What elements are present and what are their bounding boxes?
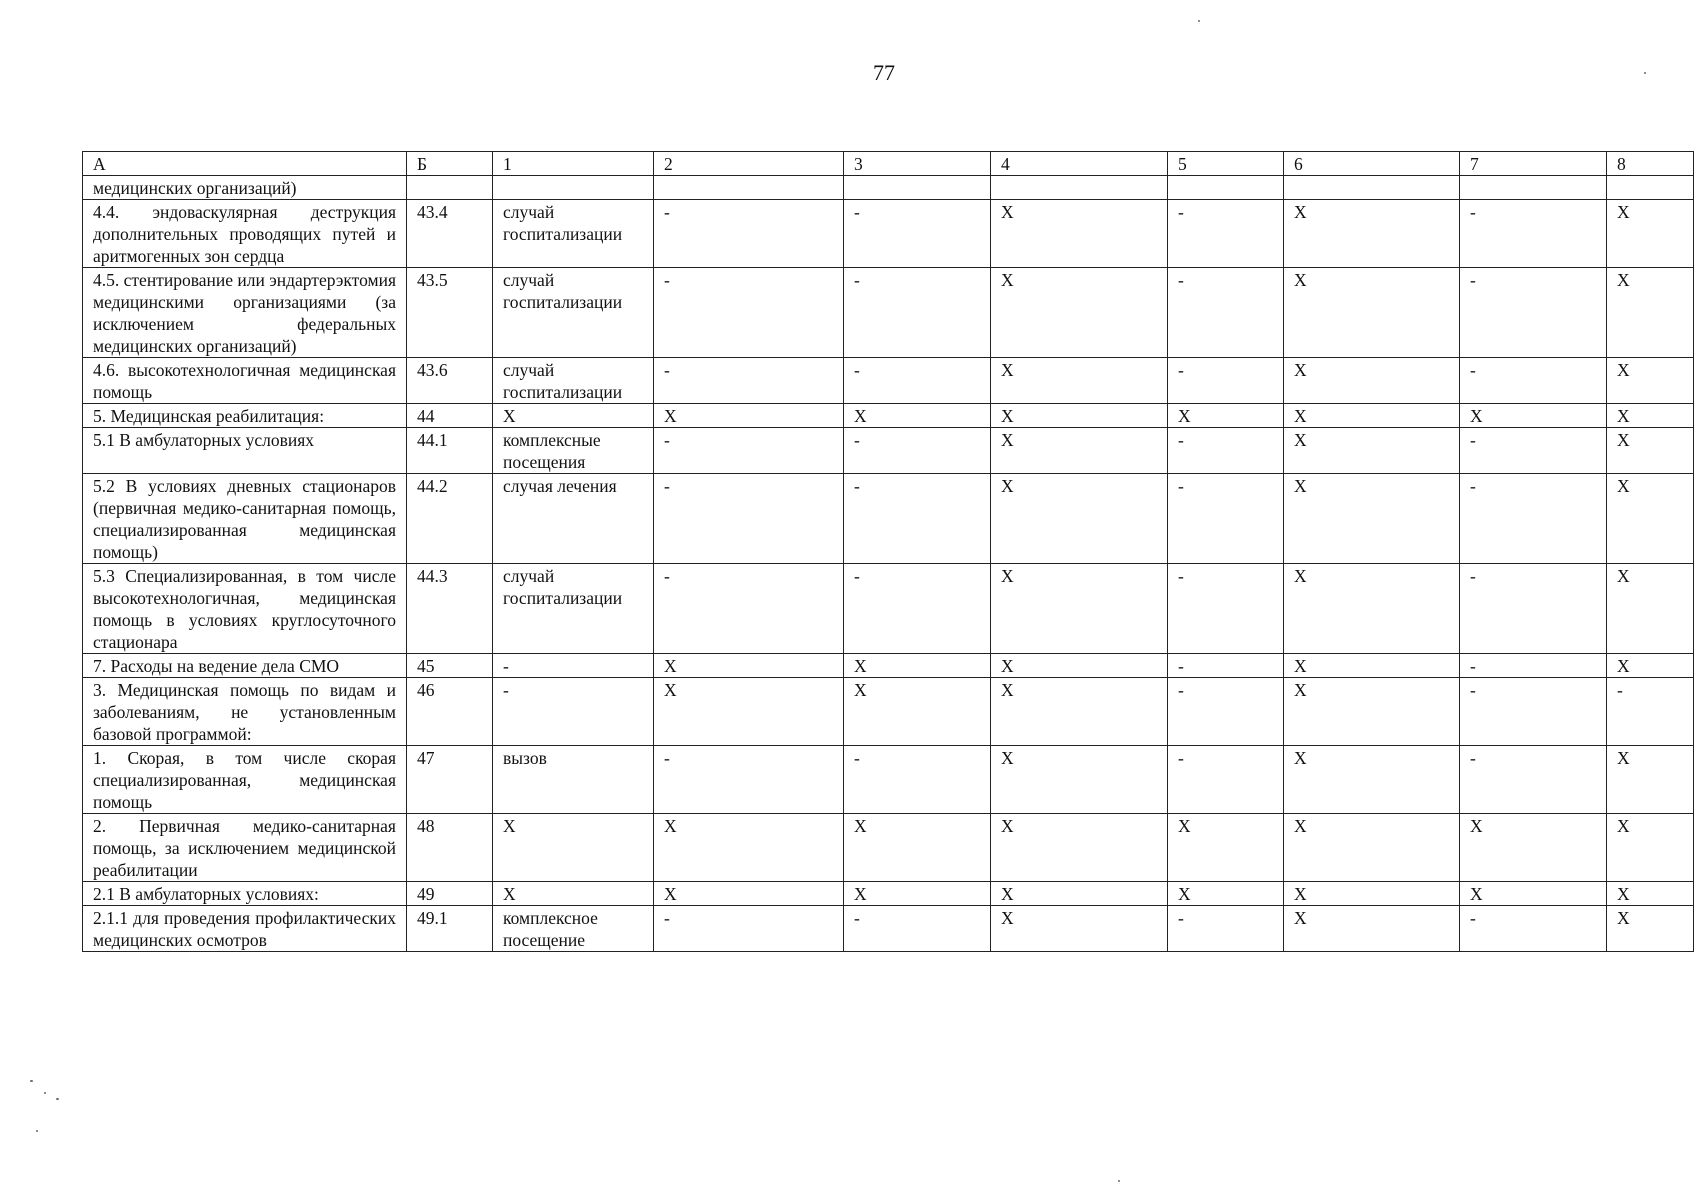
table-row — [83, 654, 1694, 678]
table-cell: 45 — [407, 654, 493, 678]
table-cell: X — [991, 564, 1168, 654]
table-cell: - — [1168, 654, 1284, 678]
table-cell: 43.5 — [407, 268, 493, 358]
row-label-cell: 5.2 В условиях дневных стационаров (первичная медико-санитарная помощь, специализированная медицинская помощь) — [83, 474, 407, 564]
header-cell-8: 8 — [1607, 152, 1694, 176]
table-cell: X — [1460, 404, 1607, 428]
table-cell: X — [991, 404, 1168, 428]
table-cell: - — [1460, 358, 1607, 404]
table-cell: X — [1284, 428, 1460, 474]
table-cell: 43.6 — [407, 358, 493, 404]
table-cell: вызов — [493, 746, 654, 814]
table-cell: X — [1607, 746, 1694, 814]
table-body — [83, 152, 1694, 952]
table-cell: - — [844, 200, 991, 268]
table-cell: X — [1168, 814, 1284, 882]
table-cell: - — [1460, 200, 1607, 268]
table-cell: X — [991, 882, 1168, 906]
table-cell: X — [991, 906, 1168, 952]
table-cell: - — [1168, 678, 1284, 746]
table-cell: X — [991, 474, 1168, 564]
scan-speck — [30, 1080, 33, 1082]
scan-speck — [1644, 72, 1646, 74]
header-cell-3: 3 — [844, 152, 991, 176]
row-label-cell: 5.3 Специализированная, в том числе высокотехнологичная, медицинская помощь в условиях круглосуточного стационара — [83, 564, 407, 654]
table-row — [83, 474, 1694, 564]
table-cell: 49 — [407, 882, 493, 906]
table-cell: - — [654, 564, 844, 654]
table-cell: X — [1284, 882, 1460, 906]
table-cell: X — [1607, 564, 1694, 654]
table-cell: - — [1168, 200, 1284, 268]
table-cell: 44.1 — [407, 428, 493, 474]
table-cell: X — [654, 654, 844, 678]
table-cell: - — [1460, 746, 1607, 814]
table-row — [83, 746, 1694, 814]
table-cell: 49.1 — [407, 906, 493, 952]
table-cell: X — [1284, 200, 1460, 268]
table-cell: X — [844, 678, 991, 746]
table-cell: 43.4 — [407, 200, 493, 268]
table-cell: - — [1168, 358, 1284, 404]
header-cell-2: 2 — [654, 152, 844, 176]
table-cell: - — [493, 654, 654, 678]
table-cell: X — [991, 654, 1168, 678]
table-cell: - — [654, 200, 844, 268]
table-cell: случай госпитализации — [493, 358, 654, 404]
table-row — [83, 358, 1694, 404]
row-label-cell: 3. Медицинская помощь по видам и заболеваниям, не установленным базовой программой: — [83, 678, 407, 746]
header-cell-5: 5 — [1168, 152, 1284, 176]
table-row — [83, 428, 1694, 474]
table-cell: случай госпитализации — [493, 200, 654, 268]
table-cell: - — [654, 428, 844, 474]
table-cell: - — [1168, 906, 1284, 952]
table-cell: X — [654, 404, 844, 428]
header-cell-1: 1 — [493, 152, 654, 176]
table-cell: - — [844, 746, 991, 814]
table-cell: - — [1460, 678, 1607, 746]
table-cell: - — [654, 268, 844, 358]
table-cell: X — [844, 654, 991, 678]
table-cell: X — [1607, 358, 1694, 404]
table-row — [83, 678, 1694, 746]
table-cell: X — [1607, 404, 1694, 428]
header-cell-6: 6 — [1284, 152, 1460, 176]
table-cell: - — [1168, 474, 1284, 564]
row-label-cell: 2. Первичная медико-санитарная помощь, за исключением медицинской реабилитации — [83, 814, 407, 882]
table-cell: X — [1607, 268, 1694, 358]
table-cell: X — [1607, 906, 1694, 952]
table-cell: X — [1284, 268, 1460, 358]
table-cell: 48 — [407, 814, 493, 882]
table-cell: 47 — [407, 746, 493, 814]
row-label-cell: 2.1 В амбулаторных условиях: — [83, 882, 407, 906]
scan-speck — [56, 1098, 59, 1100]
table-cell: X — [493, 404, 654, 428]
table-cell: - — [1168, 268, 1284, 358]
table-cell: 44.2 — [407, 474, 493, 564]
header-cell-a: А — [83, 152, 407, 176]
table-cell: - — [493, 678, 654, 746]
row-label-cell: 2.1.1 для проведения профилактических медицинских осмотров — [83, 906, 407, 952]
header-cell-b: Б — [407, 152, 493, 176]
table-cell: X — [1284, 654, 1460, 678]
table-cell — [1607, 176, 1694, 200]
table-cell: X — [991, 678, 1168, 746]
table-cell: X — [991, 428, 1168, 474]
data-table — [82, 151, 1694, 952]
table-cell: - — [844, 474, 991, 564]
table-cell: X — [1284, 678, 1460, 746]
page-number: 77 — [873, 60, 895, 85]
table-cell: X — [1168, 404, 1284, 428]
table-cell: X — [991, 358, 1168, 404]
table-cell: - — [844, 268, 991, 358]
table-cell: X — [844, 882, 991, 906]
table-cell: - — [654, 746, 844, 814]
table-cell: X — [1168, 882, 1284, 906]
table-row — [83, 906, 1694, 952]
table-cell: - — [1460, 654, 1607, 678]
table-cell: X — [654, 814, 844, 882]
row-label-cell: 5. Медицинская реабилитация: — [83, 404, 407, 428]
table-cell: - — [654, 474, 844, 564]
table-cell: - — [844, 906, 991, 952]
row-label-cell: 4.6. высокотехнологичная медицинская помощь — [83, 358, 407, 404]
table-cell: - — [844, 428, 991, 474]
table-header-row — [83, 152, 1694, 176]
table-row — [83, 814, 1694, 882]
table-cell: X — [991, 814, 1168, 882]
table-cell: X — [493, 882, 654, 906]
table-cell: комплексное посещение — [493, 906, 654, 952]
table-cell: X — [1460, 882, 1607, 906]
table-row — [83, 882, 1694, 906]
row-label-cell: 4.5. стентирование или эндартерэктомия медицинскими организациями (за исключением федеральных медицинских организаций) — [83, 268, 407, 358]
table-cell — [844, 176, 991, 200]
table-cell: X — [1607, 814, 1694, 882]
table-cell: X — [1607, 200, 1694, 268]
table-cell: - — [1460, 906, 1607, 952]
table-cell: - — [1460, 564, 1607, 654]
table-cell: X — [1460, 814, 1607, 882]
table-cell: случай госпитализации — [493, 564, 654, 654]
table-cell: X — [1284, 358, 1460, 404]
table-cell — [991, 176, 1168, 200]
table-cell — [654, 176, 844, 200]
table-cell: X — [844, 404, 991, 428]
table-cell: - — [844, 358, 991, 404]
table-cell: X — [493, 814, 654, 882]
table-cell: - — [1460, 428, 1607, 474]
table-cell: X — [991, 268, 1168, 358]
row-label-cell: 1. Скорая, в том числе скорая специализированная, медицинская помощь — [83, 746, 407, 814]
table-cell: X — [1284, 814, 1460, 882]
table-cell: случай госпитализации — [493, 268, 654, 358]
table-cell — [1460, 176, 1607, 200]
row-label-cell: 7. Расходы на ведение дела СМО — [83, 654, 407, 678]
row-label-cell: 4.4. эндоваскулярная деструкция дополнительных проводящих путей и аритмогенных зон сердца — [83, 200, 407, 268]
table-cell: X — [1607, 654, 1694, 678]
table-cell: комплексные посещения — [493, 428, 654, 474]
table-cell: - — [844, 564, 991, 654]
table-cell: - — [1607, 678, 1694, 746]
table-cell: X — [1284, 404, 1460, 428]
table-row — [83, 268, 1694, 358]
table-cell: X — [991, 200, 1168, 268]
table-cell: X — [654, 882, 844, 906]
table-cell — [407, 176, 493, 200]
table-cell: - — [1168, 746, 1284, 814]
table-cell: 44 — [407, 404, 493, 428]
header-cell-4: 4 — [991, 152, 1168, 176]
scan-speck — [36, 1130, 38, 1132]
table-cell: - — [1460, 268, 1607, 358]
table-cell: случая лечения — [493, 474, 654, 564]
table-cell: 44.3 — [407, 564, 493, 654]
table-cell: - — [1168, 428, 1284, 474]
table-cell: - — [1460, 474, 1607, 564]
table-cell: X — [1284, 746, 1460, 814]
scan-speck — [1198, 20, 1200, 22]
row-label-cell: 5.1 В амбулаторных условиях — [83, 428, 407, 474]
table-cell: - — [1168, 564, 1284, 654]
table-cell: - — [654, 358, 844, 404]
table-row — [83, 200, 1694, 268]
table-cell — [493, 176, 654, 200]
scan-speck — [1118, 1180, 1120, 1182]
table-cell — [1168, 176, 1284, 200]
table-cell: X — [1607, 474, 1694, 564]
table-cell: X — [844, 814, 991, 882]
table-cell: X — [1284, 906, 1460, 952]
table-cell: X — [1284, 564, 1460, 654]
table-row — [83, 404, 1694, 428]
header-cell-7: 7 — [1460, 152, 1607, 176]
table-cell: 46 — [407, 678, 493, 746]
table-cell: X — [991, 746, 1168, 814]
row-label-cell: медицинских организаций) — [83, 176, 407, 200]
table-cell: X — [1284, 474, 1460, 564]
scan-speck — [44, 1092, 46, 1094]
table-row — [83, 564, 1694, 654]
table-cell: X — [1607, 428, 1694, 474]
table-cell: - — [654, 906, 844, 952]
table-cell: X — [1607, 882, 1694, 906]
table-cell — [1284, 176, 1460, 200]
table-cell: X — [654, 678, 844, 746]
table-row — [83, 176, 1694, 200]
